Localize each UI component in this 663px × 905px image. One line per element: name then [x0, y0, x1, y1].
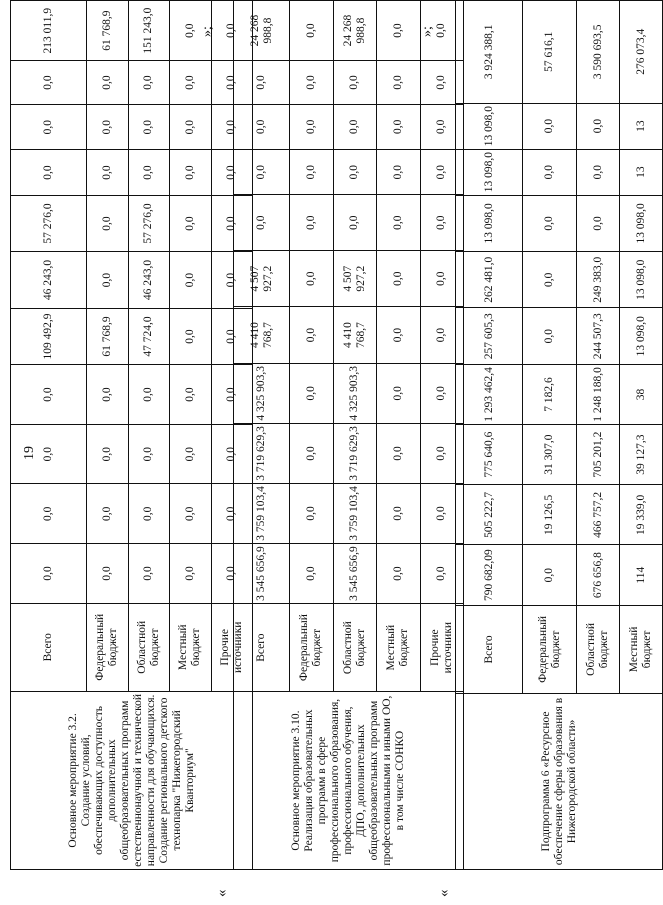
cell-value: 1 293 462,4	[456, 364, 523, 424]
cell-value: 3 719 629,3	[333, 423, 377, 483]
cell-value: 0,0	[420, 195, 464, 251]
cell-value: 0,0	[577, 149, 620, 195]
cell-value: 0,0	[290, 483, 334, 543]
cell-value: 0,0	[523, 545, 577, 606]
cell-value: 0,0	[377, 423, 421, 483]
cell-value: 0,0	[128, 365, 170, 425]
table-tail: »;	[200, 26, 215, 37]
table-measure-3-2	[10, 0, 253, 870]
cell-value: 0,0	[377, 61, 421, 104]
cell-value: 0,0	[290, 195, 334, 251]
cell-value: 0,0	[170, 424, 212, 484]
cell-value: 249 383,0	[577, 252, 620, 308]
source-label: Областной бюджет	[128, 603, 170, 691]
cell-value: 0,0	[523, 103, 577, 149]
source-label: Областной бюджет	[333, 604, 377, 692]
cell-value: 46 243,0	[128, 252, 170, 308]
cell-value: 0,0	[523, 252, 577, 308]
table-measure-3-10	[233, 0, 464, 870]
cell-value: 262 481,0	[456, 252, 523, 308]
source-label: Областной бюджет	[577, 605, 620, 693]
cell-value: 3 924 388,1	[456, 1, 523, 104]
cell-value: 0,0	[11, 150, 87, 195]
cell-value: 0,0	[290, 104, 334, 149]
cell-value: 114	[620, 545, 663, 606]
cell-value: 0,0	[420, 307, 464, 363]
cell-value: 0,0	[523, 308, 577, 364]
table-subprogram-6	[455, 0, 663, 870]
cell-value: 0,0	[87, 104, 129, 149]
source-label: Прочие источники	[420, 604, 464, 692]
cell-value: 109 492,9	[11, 308, 87, 364]
cell-value: 0,0	[87, 252, 129, 308]
cell-value: 0,0	[128, 61, 170, 105]
cell-value: 0,0	[523, 149, 577, 195]
cell-value: 0,0	[211, 308, 253, 364]
cell-value: 0,0	[11, 61, 87, 105]
cell-value: 0,0	[128, 104, 170, 149]
cell-value: 47 724,0	[128, 308, 170, 364]
cell-value: 0,0	[170, 484, 212, 544]
source-label: Всего	[456, 605, 523, 693]
table-row	[11, 1, 87, 870]
cell-value: 19 126,5	[523, 485, 577, 545]
cell-value: 0,0	[170, 365, 212, 425]
cell-value: 0,0	[128, 544, 170, 604]
cell-value: 4 325 903,3	[234, 363, 290, 423]
cell-value: 0,0	[170, 544, 212, 604]
cell-value: 57 276,0	[128, 195, 170, 251]
cell-value: 13 098,0	[620, 308, 663, 364]
measure-description: Основное мероприятие 3.2. Создание условий, обеспечивающих доступность дополнительных общеобразовательных программ естественнонаучной и технической направленности для обучающихся. Создание регионального детского технопарка "Нижегородский Кванториум"	[11, 691, 253, 869]
table-tail: »;	[420, 26, 435, 37]
cell-value: 0,0	[128, 150, 170, 195]
cell-value: 0,0	[290, 423, 334, 483]
cell-value: 0,0	[377, 250, 421, 306]
cell-value: 257 605,3	[456, 308, 523, 364]
cell-value: 13	[620, 149, 663, 195]
cell-value: 0,0	[290, 1, 334, 61]
table-row	[456, 1, 523, 870]
cell-value: 0,0	[87, 365, 129, 425]
cell-value: 13 098,0	[620, 195, 663, 251]
cell-value: 244 507,3	[577, 308, 620, 364]
cell-value: 0,0	[290, 544, 334, 604]
cell-value: 213 011,9	[11, 1, 87, 61]
cell-value: 151 243,0	[128, 1, 170, 61]
cell-value: 775 640,6	[456, 425, 523, 485]
cell-value: 57 276,0	[11, 195, 87, 251]
cell-value: 0,0	[420, 1, 464, 61]
source-label: Местный бюджет	[377, 604, 421, 692]
cell-value: 0,0	[377, 483, 421, 543]
cell-value: 57 616,1	[523, 1, 577, 104]
cell-value: 38	[620, 364, 663, 424]
cell-value: 3 719 629,3	[234, 423, 290, 483]
cell-value: 0,0	[420, 250, 464, 306]
cell-value: 19 339,0	[620, 485, 663, 545]
cell-value: 13 098,0	[456, 103, 523, 149]
cell-value: 0,0	[577, 195, 620, 251]
cell-value: 790 682,09	[456, 545, 523, 606]
cell-value: 0,0	[211, 484, 253, 544]
cell-value: 0,0	[420, 61, 464, 104]
page-number: 19	[22, 446, 37, 460]
cell-value: 3 545 656,9	[333, 544, 377, 604]
source-label: Местный бюджет	[620, 605, 663, 693]
cell-value: 0,0	[234, 150, 290, 195]
cell-value: 0,0	[170, 61, 212, 105]
cell-value: 0,0	[420, 150, 464, 195]
cell-value: 0,0	[211, 150, 253, 195]
cell-value: 31 307,0	[523, 425, 577, 485]
cell-value: 0,0	[377, 104, 421, 149]
cell-value: 0,0	[420, 483, 464, 543]
cell-value: 4 507 927,2	[234, 250, 290, 306]
cell-value: 0,0	[87, 195, 129, 251]
cell-value: 0,0	[333, 61, 377, 104]
cell-value: 0,0	[377, 1, 421, 61]
open-quote: «	[436, 889, 452, 897]
cell-value: 13 098,0	[620, 252, 663, 308]
cell-value: 0,0	[128, 424, 170, 484]
cell-value: 0,0	[377, 150, 421, 195]
cell-value: 1 248 188,0	[577, 364, 620, 424]
measure-description: Подпрограмма 6 «Ресурсное обеспечение сферы образования в Нижегородской области»	[456, 693, 663, 869]
cell-value: 3 545 656,9	[234, 544, 290, 604]
cell-value: 0,0	[290, 150, 334, 195]
cell-value: 0,0	[87, 484, 129, 544]
cell-value: 0,0	[420, 544, 464, 604]
cell-value: 4 410 768,7	[234, 307, 290, 363]
cell-value: 0,0	[333, 150, 377, 195]
cell-value: 13	[620, 103, 663, 149]
cell-value: 0,0	[11, 544, 87, 604]
cell-value: 0,0	[170, 252, 212, 308]
cell-value: 705 201,2	[577, 425, 620, 485]
cell-value: 3 759 103,4	[234, 483, 290, 543]
cell-value: 13 098,0	[456, 149, 523, 195]
cell-value: 39 127,3	[620, 425, 663, 485]
cell-value: 0,0	[170, 1, 212, 61]
cell-value: 0,0	[333, 195, 377, 251]
cell-value: 0,0	[11, 424, 87, 484]
cell-value: 0,0	[87, 150, 129, 195]
cell-value: 3 759 103,4	[333, 483, 377, 543]
cell-value: 0,0	[420, 104, 464, 149]
cell-value: 0,0	[211, 1, 253, 61]
cell-value: 3 590 693,5	[577, 1, 620, 104]
cell-value: 0,0	[234, 104, 290, 149]
cell-value: 0,0	[377, 307, 421, 363]
cell-value: 276 073,4	[620, 1, 663, 104]
cell-value: 0,0	[290, 307, 334, 363]
source-label: Федеральный бюджет	[290, 604, 334, 692]
cell-value: 61 768,9	[87, 1, 129, 61]
measure-description: Основное мероприятие 3.10. Реализация образовательных программ в сфере профессионального образования, профессионального обучения, ДПО, дополнительных общеобразовательных программ профессиональными и иными ОО, в том числе СОНКО	[234, 692, 464, 870]
source-label: Федеральный бюджет	[523, 605, 577, 693]
cell-value: 0,0	[420, 423, 464, 483]
open-quote: «	[214, 889, 230, 897]
cell-value: 0,0	[377, 544, 421, 604]
cell-value: 505 222,7	[456, 485, 523, 545]
table-row	[234, 1, 290, 870]
cell-value: 0,0	[290, 61, 334, 104]
source-label: Всего	[11, 603, 87, 691]
cell-value: 0,0	[170, 150, 212, 195]
cell-value: 0,0	[290, 363, 334, 423]
cell-value: 0,0	[11, 104, 87, 149]
cell-value: 0,0	[87, 61, 129, 105]
source-label: Местный бюджет	[170, 603, 212, 691]
cell-value: 13 098,0	[456, 195, 523, 251]
cell-value: 0,0	[87, 424, 129, 484]
cell-value: 676 656,8	[577, 545, 620, 606]
cell-value: 0,0	[11, 484, 87, 544]
cell-value: 0,0	[170, 195, 212, 251]
cell-value: 0,0	[87, 544, 129, 604]
cell-value: 0,0	[377, 195, 421, 251]
cell-value: 466 757,2	[577, 485, 620, 545]
cell-value: 4 507 927,2	[333, 250, 377, 306]
cell-value: 0,0	[290, 250, 334, 306]
cell-value: 0,0	[211, 104, 253, 149]
cell-value: 0,0	[333, 104, 377, 149]
source-label: Всего	[234, 604, 290, 692]
cell-value: 0,0	[377, 363, 421, 423]
source-label: Федеральный бюджет	[87, 603, 129, 691]
cell-value: 0,0	[211, 252, 253, 308]
cell-value: 0,0	[170, 308, 212, 364]
cell-value: 0,0	[523, 195, 577, 251]
cell-value: 0,0	[234, 61, 290, 104]
cell-value: 0,0	[211, 424, 253, 484]
cell-value: 24 268 988,8	[333, 1, 377, 61]
cell-value: 0,0	[170, 104, 212, 149]
cell-value: 0,0	[420, 363, 464, 423]
cell-value: 24 268 988,8	[234, 1, 290, 61]
cell-value: 0,0	[128, 484, 170, 544]
cell-value: 0,0	[211, 61, 253, 105]
cell-value: 46 243,0	[11, 252, 87, 308]
cell-value: 0,0	[211, 195, 253, 251]
cell-value: 61 768,9	[87, 308, 129, 364]
cell-value: 4 325 903,3	[333, 363, 377, 423]
cell-value: 0,0	[234, 195, 290, 251]
cell-value: 7 182,6	[523, 364, 577, 424]
cell-value: 0,0	[211, 544, 253, 604]
source-label: Прочие источники	[211, 603, 253, 691]
cell-value: 0,0	[11, 365, 87, 425]
cell-value: 0,0	[577, 103, 620, 149]
cell-value: 0,0	[211, 365, 253, 425]
cell-value: 4 410 768,7	[333, 307, 377, 363]
